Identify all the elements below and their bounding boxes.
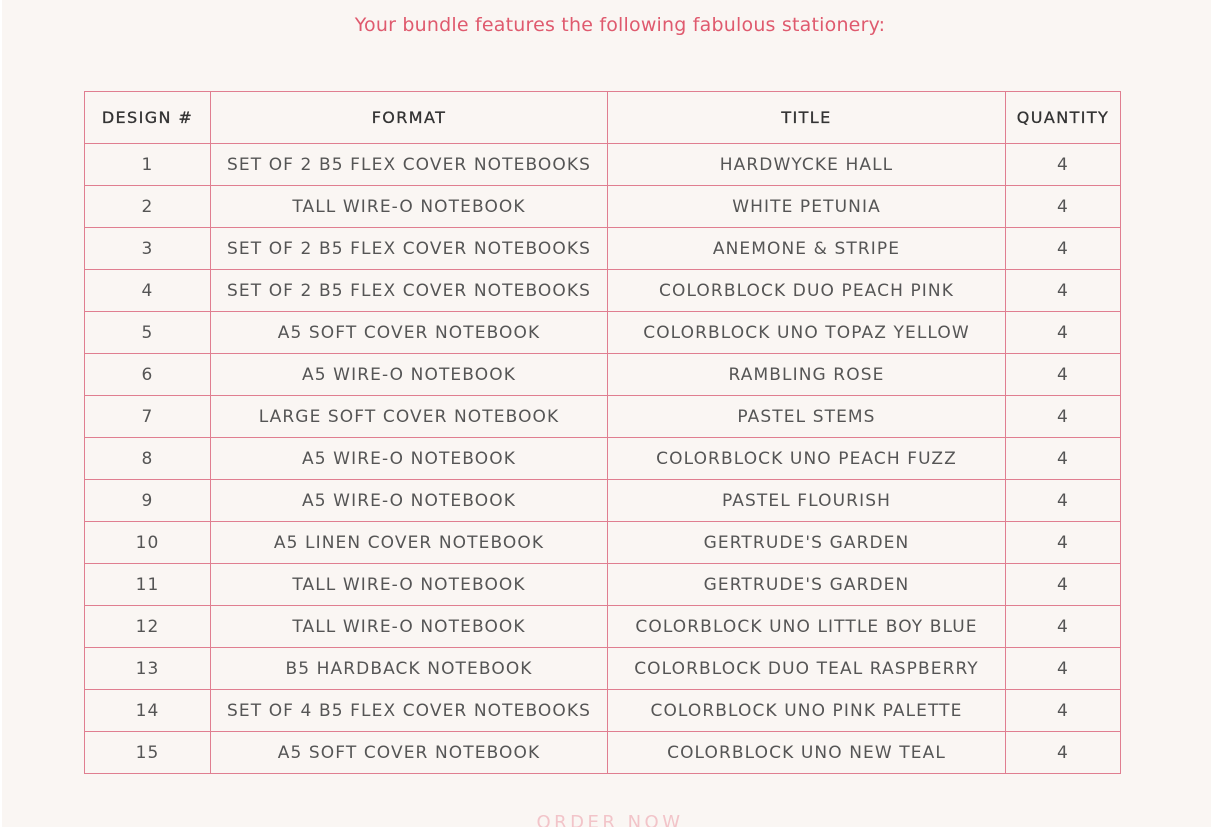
- design-number-cell: 6: [85, 354, 211, 396]
- title-cell: COLORBLOCK UNO LITTLE BOY BLUE: [608, 606, 1006, 648]
- title-cell: PASTEL STEMS: [608, 396, 1006, 438]
- design-number-cell: 1: [85, 144, 211, 186]
- quantity-cell: 4: [1006, 186, 1121, 228]
- format-cell: SET OF 4 B5 FLEX COVER NOTEBOOKS: [211, 690, 608, 732]
- design-number-cell: 2: [85, 186, 211, 228]
- table-row: [85, 438, 1121, 480]
- title-cell: COLORBLOCK DUO TEAL RASPBERRY: [608, 648, 1006, 690]
- quantity-cell: 4: [1006, 438, 1121, 480]
- table-row: [85, 144, 1121, 186]
- design-number-cell: 11: [85, 564, 211, 606]
- quantity-cell: 4: [1006, 480, 1121, 522]
- quantity-cell: 4: [1006, 606, 1121, 648]
- quantity-cell: 4: [1006, 690, 1121, 732]
- title-cell: COLORBLOCK UNO NEW TEAL: [608, 732, 1006, 774]
- table-body: [85, 144, 1121, 774]
- quantity-cell: 4: [1006, 354, 1121, 396]
- format-cell: A5 SOFT COVER NOTEBOOK: [211, 312, 608, 354]
- design-number-cell: 10: [85, 522, 211, 564]
- format-cell: SET OF 2 B5 FLEX COVER NOTEBOOKS: [211, 228, 608, 270]
- table-row: [85, 396, 1121, 438]
- format-cell: A5 WIRE-O NOTEBOOK: [211, 480, 608, 522]
- table-row: [85, 606, 1121, 648]
- table-row: [85, 480, 1121, 522]
- table-row: [85, 564, 1121, 606]
- bundle-headline: Your bundle features the following fabulous stationery:: [354, 14, 886, 36]
- table-row: [85, 312, 1121, 354]
- title-cell: COLORBLOCK UNO PINK PALETTE: [608, 690, 1006, 732]
- table-row: [85, 186, 1121, 228]
- quantity-cell: 4: [1006, 732, 1121, 774]
- title-cell: COLORBLOCK DUO PEACH PINK: [608, 270, 1006, 312]
- table-row: [85, 690, 1121, 732]
- format-cell: B5 HARDBACK NOTEBOOK: [211, 648, 608, 690]
- table-header-row: [85, 92, 1121, 144]
- quantity-cell: 4: [1006, 648, 1121, 690]
- table-row: [85, 270, 1121, 312]
- format-cell: LARGE SOFT COVER NOTEBOOK: [211, 396, 608, 438]
- table-row: [85, 522, 1121, 564]
- design-number-cell: 4: [85, 270, 211, 312]
- format-cell: A5 LINEN COVER NOTEBOOK: [211, 522, 608, 564]
- header-quantity: QUANTITY: [1006, 92, 1121, 144]
- design-number-cell: 12: [85, 606, 211, 648]
- order-now-button[interactable]: ORDER NOW: [536, 812, 684, 827]
- format-cell: SET OF 2 B5 FLEX COVER NOTEBOOKS: [211, 144, 608, 186]
- quantity-cell: 4: [1006, 396, 1121, 438]
- format-cell: A5 SOFT COVER NOTEBOOK: [211, 732, 608, 774]
- design-number-cell: 3: [85, 228, 211, 270]
- format-cell: TALL WIRE-O NOTEBOOK: [211, 564, 608, 606]
- format-cell: A5 WIRE-O NOTEBOOK: [211, 354, 608, 396]
- quantity-cell: 4: [1006, 564, 1121, 606]
- header-design-number: DESIGN #: [85, 92, 211, 144]
- design-number-cell: 5: [85, 312, 211, 354]
- quantity-cell: 4: [1006, 312, 1121, 354]
- table-row: [85, 228, 1121, 270]
- quantity-cell: 4: [1006, 228, 1121, 270]
- title-cell: COLORBLOCK UNO TOPAZ YELLOW: [608, 312, 1006, 354]
- quantity-cell: 4: [1006, 270, 1121, 312]
- stationery-table: [84, 91, 1121, 774]
- header-format: FORMAT: [211, 92, 608, 144]
- design-number-cell: 9: [85, 480, 211, 522]
- quantity-cell: 4: [1006, 522, 1121, 564]
- format-cell: SET OF 2 B5 FLEX COVER NOTEBOOKS: [211, 270, 608, 312]
- table-row: [85, 648, 1121, 690]
- table-row: [85, 732, 1121, 774]
- design-number-cell: 15: [85, 732, 211, 774]
- design-number-cell: 14: [85, 690, 211, 732]
- format-cell: A5 WIRE-O NOTEBOOK: [211, 438, 608, 480]
- quantity-cell: 4: [1006, 144, 1121, 186]
- title-cell: COLORBLOCK UNO PEACH FUZZ: [608, 438, 1006, 480]
- title-cell: GERTRUDE'S GARDEN: [608, 564, 1006, 606]
- title-cell: RAMBLING ROSE: [608, 354, 1006, 396]
- title-cell: PASTEL FLOURISH: [608, 480, 1006, 522]
- title-cell: ANEMONE & STRIPE: [608, 228, 1006, 270]
- title-cell: HARDWYCKE HALL: [608, 144, 1006, 186]
- title-cell: WHITE PETUNIA: [608, 186, 1006, 228]
- page: [2, 0, 1211, 827]
- title-cell: GERTRUDE'S GARDEN: [608, 522, 1006, 564]
- design-number-cell: 7: [85, 396, 211, 438]
- design-number-cell: 13: [85, 648, 211, 690]
- table-row: [85, 354, 1121, 396]
- format-cell: TALL WIRE-O NOTEBOOK: [211, 186, 608, 228]
- header-title: TITLE: [608, 92, 1006, 144]
- format-cell: TALL WIRE-O NOTEBOOK: [211, 606, 608, 648]
- design-number-cell: 8: [85, 438, 211, 480]
